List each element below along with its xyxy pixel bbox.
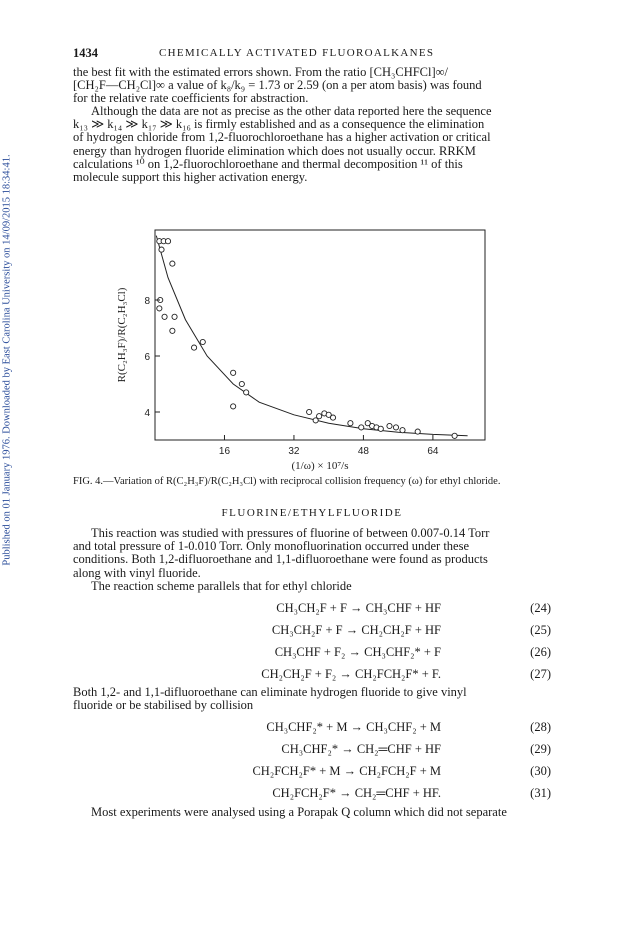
- equation-formula: CH₂CH₂F + F₂ → CH₂FCH₂F* + F.: [261, 667, 441, 681]
- x-tick-label: 64: [427, 446, 439, 457]
- text-line: along with vinyl fluoride.: [73, 565, 201, 580]
- text-line: energy than hydrogen fluoride elimination which does not usually occur. RRKM: [73, 143, 476, 158]
- text-line: molecule support this higher activation energy.: [73, 170, 308, 185]
- equation-formula: CH₂FCH₂F* + M → CH₂FCH₂F + M: [252, 764, 441, 778]
- data-point: [239, 381, 244, 386]
- figure-caption: FIG. 4.—Variation of R(C₂H₃F)/R(C₂H₃Cl) with reciprocal collision frequency (ω) for ethyl chloride.: [73, 476, 501, 487]
- data-point: [307, 409, 312, 414]
- data-point: [452, 433, 457, 438]
- data-point: [378, 426, 383, 431]
- data-point: [157, 306, 162, 311]
- side-watermark: [0, 80, 18, 640]
- data-point: [231, 404, 236, 409]
- equation-27: [73, 667, 551, 682]
- equation-number: (31): [530, 786, 551, 800]
- y-tick-label: 6: [144, 352, 150, 363]
- scatter-chart: [73, 228, 551, 473]
- equation-25: [73, 623, 551, 638]
- data-point: [415, 429, 420, 434]
- text-line: conditions. Both 1,2-difluoroethane and 1,1-difluoroethane were found as products: [73, 552, 488, 567]
- page-header: [73, 46, 551, 60]
- data-point: [170, 328, 175, 333]
- text-line: [CH₂F—CH₂Cl]∞ a value of k₈/k₉ = 1.73 or 2.59 (on a per atom basis) was found: [73, 78, 482, 93]
- running-title: CHEMICALLY ACTIVATED FLUOROALKANES: [159, 47, 435, 59]
- section-title: FLUORINE/ETHYLFLUORIDE: [221, 507, 403, 519]
- equation-number: (26): [530, 645, 551, 659]
- equation-formula: CH₃CH₂F + F → CH₃CHF + HF: [276, 601, 441, 615]
- data-point: [165, 239, 170, 244]
- equation-30: [73, 764, 551, 779]
- equation-formula: CH₃CHF + F₂ → CH₃CHF₂* + F: [274, 645, 441, 659]
- equation-number: (27): [530, 667, 551, 681]
- x-tick-label: 48: [357, 446, 369, 457]
- equation-formula: CH₃CHF₂* + M → CH₃CHF₂ + M: [266, 720, 441, 734]
- data-point: [387, 423, 392, 428]
- figure-4: [73, 228, 551, 488]
- text-line: the best fit with the estimated errors shown. From the ratio [CH₃CHFCl]∞/: [73, 65, 449, 79]
- data-point: [231, 370, 236, 375]
- fit-curve: [156, 236, 467, 436]
- equation-number: (24): [530, 601, 551, 615]
- data-point: [191, 345, 196, 350]
- text-line: fluoride or be stabilised by collision: [73, 698, 254, 713]
- text-line: for the relative rate coefficients for abstraction.: [73, 91, 309, 106]
- data-point: [159, 247, 164, 252]
- data-point: [330, 415, 335, 420]
- data-point: [162, 314, 167, 319]
- equation-number: (29): [530, 742, 551, 756]
- data-point: [172, 314, 177, 319]
- paragraph-6: [73, 806, 551, 819]
- equation-29: [73, 742, 551, 757]
- equation-28: [73, 720, 551, 735]
- data-point: [244, 390, 249, 395]
- page-number: 1434: [73, 46, 98, 60]
- data-point: [348, 421, 353, 426]
- data-point: [359, 425, 364, 430]
- text-line: This reaction was studied with pressures of fluorine of between 0.007-0.14 Torr: [91, 526, 490, 540]
- text-line: The reaction scheme parallels that for ethyl chloride: [91, 579, 352, 593]
- data-point: [393, 425, 398, 430]
- equation-26: [73, 645, 551, 660]
- equation-number: (25): [530, 623, 551, 637]
- publication-notice: Published on 01 January 1976. Downloaded by East Carolina University on 14/09/2015 18:34:41.: [1, 154, 13, 566]
- equation-24: [73, 601, 551, 616]
- plot-frame: [155, 230, 485, 440]
- text-line: calculations ¹⁰ on 1,2-fluorochloroethane and thermal decomposition ¹¹ of this: [73, 156, 463, 171]
- data-point: [317, 414, 322, 419]
- paragraph-1: [73, 66, 551, 106]
- data-point: [400, 428, 405, 433]
- equation-formula: CH₃CH₂F + F → CH₂CH₂F + HF: [271, 623, 441, 637]
- x-tick-label: 32: [288, 446, 300, 457]
- y-axis-label: R(C₂H₃F)/R(C₂H₃Cl): [116, 287, 128, 383]
- paragraph-5: [73, 686, 551, 712]
- x-axis-label: (1/ω) × 10⁷/s: [291, 460, 349, 472]
- paragraph-3: [73, 527, 551, 580]
- y-tick-label: 4: [144, 408, 150, 419]
- text-line: of hydrogen chloride from 1,2-fluorochloroethane has a higher activation or critical: [73, 130, 491, 145]
- equation-number: (28): [530, 720, 551, 734]
- equation-31: [73, 786, 551, 801]
- equation-formula: CH₂FCH₂F* → CH₂═CHF + HF.: [272, 786, 441, 800]
- text-line: Most experiments were analysed using a Porapak Q column which did not separate: [91, 805, 507, 819]
- text-line: Both 1,2- and 1,1-difluoroethane can eliminate hydrogen fluoride to give vinyl: [73, 685, 467, 699]
- data-point: [200, 339, 205, 344]
- equation-formula: CH₃CHF₂* → CH₂═CHF + HF: [281, 742, 441, 756]
- x-tick-label: 16: [218, 446, 231, 457]
- text-line: k₁₃ ≫ k₁₄ ≫ k₁₇ ≫ k₁₆ is firmly established and as a consequence the elimination: [73, 117, 485, 132]
- paragraph-2: [73, 105, 551, 184]
- y-tick-label: 8: [144, 296, 150, 307]
- text-line: and total pressure of 1-0.010 Torr. Only monofluorination occurred under these: [73, 539, 470, 554]
- text-line: Although the data are not as precise as the other data reported here the sequence: [91, 104, 492, 118]
- paragraph-4: [73, 580, 551, 593]
- equation-number: (30): [530, 764, 551, 778]
- data-point: [170, 261, 175, 266]
